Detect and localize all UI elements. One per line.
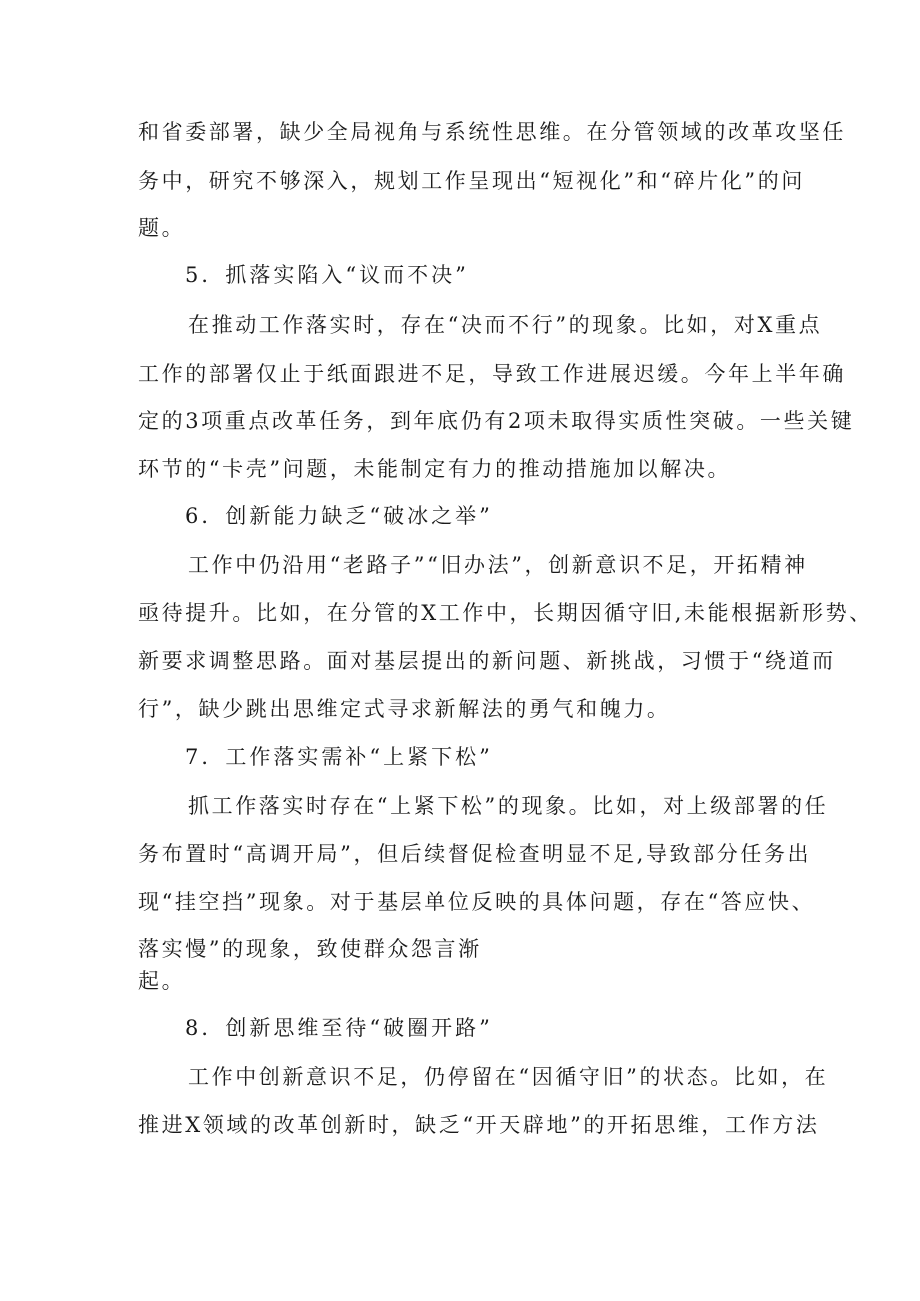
section-8-line-1: 工作中创新意识不足，仍停留在“因循守旧”的状态。比如，在	[188, 1065, 829, 1089]
section-heading-8: 8．创新思维至待“破圈开路”	[185, 1016, 493, 1040]
section-7-line-4: 落实慢”的现象，致使群众怨言渐	[138, 937, 482, 961]
section-heading-7: 7．工作落实需补“上紧下松”	[185, 745, 493, 769]
section-7-line-5: 起。	[138, 969, 186, 993]
section-6-line-1: 工作中仍沿用“老路子”“旧办法”，创新意识不足，开拓精神	[188, 553, 808, 577]
section-5-line-1: 在推动工作落实时，存在“决而不行”的现象。比如，对X重点	[188, 313, 823, 337]
section-7-line-1: 抓工作落实时存在“上紧下松”的现象。比如，对上级部署的任	[188, 794, 829, 818]
section-5-line-4: 环节的“卡壳”问题，未能制定有力的推动措施加以解决。	[138, 457, 732, 481]
section-heading-6: 6．创新能力缺乏“破冰之举”	[185, 504, 493, 528]
intro-line-3: 题。	[138, 216, 186, 240]
section-6-line-4: 行”，缺少跳出思维定式寻求新解法的勇气和魄力。	[138, 697, 671, 721]
intro-line-1: 和省委部署，缺少全局视角与系统性思维。在分管领域的改革攻坚任	[138, 120, 846, 144]
section-5-line-3: 定的3项重点改革任务，到年底仍有2项未取得实质性突破。一些关键	[138, 409, 855, 433]
section-7-line-3: 现“挂空挡”现象。对于基层单位反映的具体问题，存在“答应快、	[138, 890, 816, 914]
intro-line-2: 务中，研究不够深入，规划工作呈现出“短视化”和“碎片化”的问	[138, 169, 805, 193]
section-5-line-2: 工作的部署仅止于纸面跟进不足，导致工作进展迟缓。今年上半年确	[138, 362, 846, 386]
section-heading-5: 5．抓落实陷入“议而不决”	[185, 263, 469, 287]
section-6-line-2: 亟待提升。比如，在分管的X工作中，长期因循守旧,未能根据新形势、	[138, 601, 873, 625]
section-7-line-2: 务布置时“高调开局”，但后续督促检查明显不足,导致部分任务出	[138, 842, 812, 866]
section-6-line-3: 新要求调整思路。面对基层提出的新问题、新挑战，习惯于“绕道而	[138, 649, 836, 673]
section-8-line-2: 推进X领域的改革创新时，缺乏“开天辟地”的开拓思维，工作方法	[138, 1113, 820, 1137]
